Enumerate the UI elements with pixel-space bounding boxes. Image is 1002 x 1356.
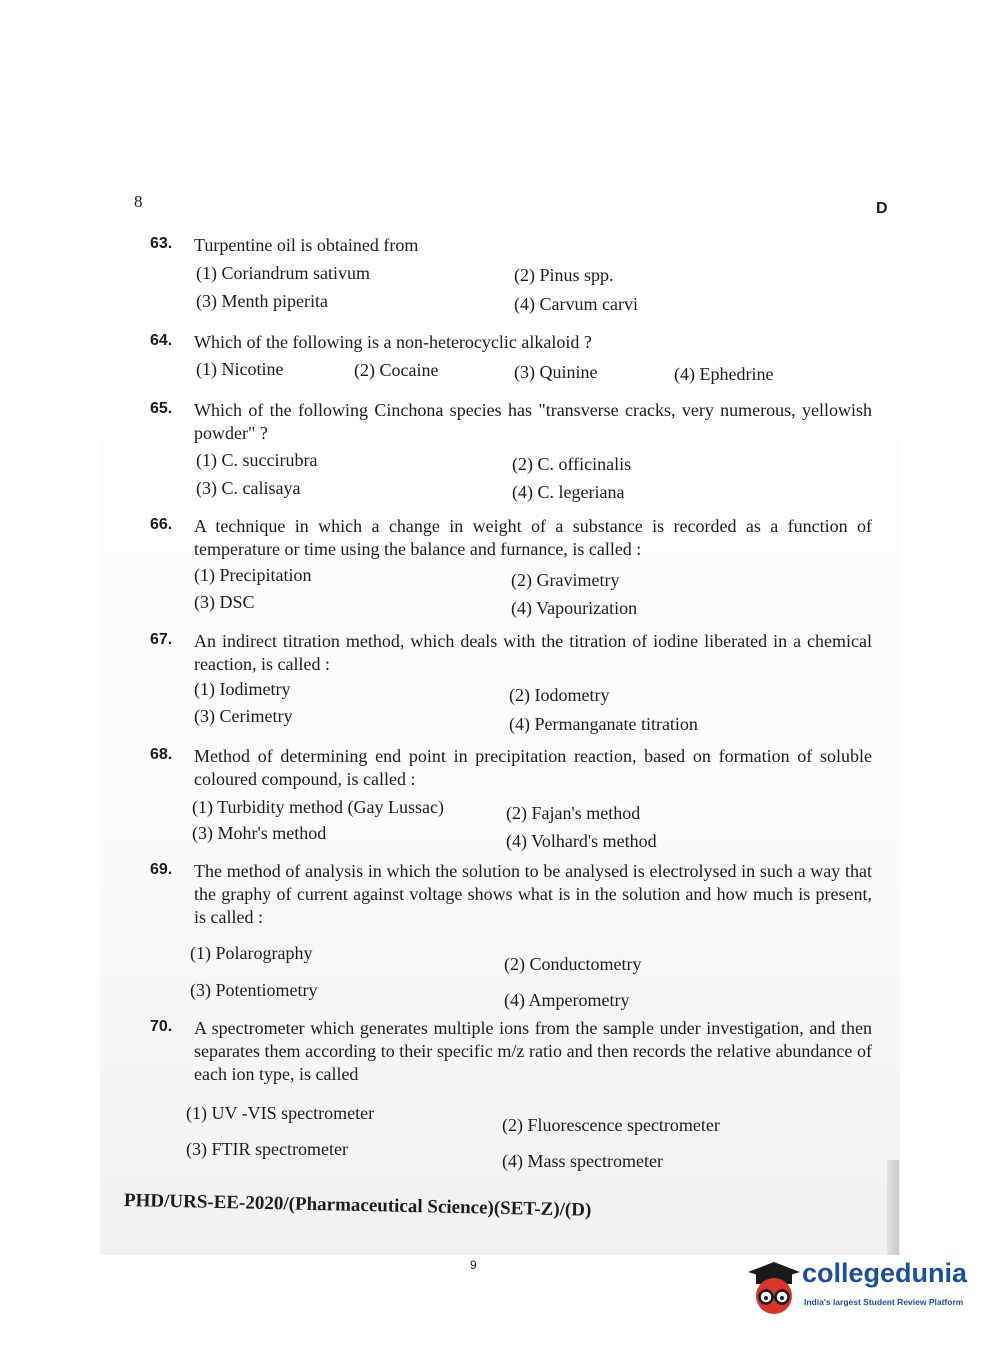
question-66	[150, 515, 872, 618]
question-text: Which of the following Cinchona species has "transverse cracks, very numerous, yellowish powder" ?	[194, 400, 872, 443]
option-3: (3) Quinine	[514, 362, 598, 382]
question-text: An indirect titration method, which deals with the titration of iodine liberated in a chemical reaction, is called :	[194, 631, 872, 674]
option-1: (1) Turbidity method (Gay Lussac)	[192, 797, 444, 817]
question-65	[150, 399, 872, 502]
option-2: (2) Conductometry	[504, 954, 642, 974]
question-number: 65.	[150, 400, 173, 417]
option-3: (3) DSC	[194, 592, 255, 612]
option-4: (4) Mass spectrometer	[502, 1151, 663, 1171]
mascot-icon	[742, 1250, 802, 1320]
question-68	[150, 745, 872, 851]
option-1: (1) Polarography	[190, 943, 313, 963]
collegedunia-logo[interactable]	[742, 1250, 974, 1320]
question-67	[150, 630, 872, 734]
set-letter: D	[876, 200, 888, 217]
question-number: 68.	[150, 746, 173, 763]
option-4: (4) Permanganate titration	[509, 714, 698, 734]
option-4: (4) Amperometry	[504, 990, 630, 1010]
option-1: (1) Iodimetry	[194, 679, 291, 699]
question-number: 69.	[150, 861, 173, 878]
option-1: (1) Coriandrum sativum	[196, 263, 370, 283]
option-3: (3) FTIR spectrometer	[186, 1139, 348, 1159]
option-2: (2) C. officinalis	[512, 454, 632, 474]
question-text: A technique in which a change in weight of a substance is recorded as a function of temperature or time using the balance and furnance, is called :	[194, 516, 872, 559]
option-4: (4) Ephedrine	[674, 364, 774, 384]
question-number: 67.	[150, 631, 173, 648]
option-3: (3) Potentiometry	[190, 980, 318, 1000]
option-3: (3) Mohr's method	[192, 823, 327, 843]
brand-tagline: India's largest Student Review Platform	[804, 1297, 964, 1307]
question-number: 64.	[150, 332, 173, 349]
option-1: (1) UV -VIS spectrometer	[186, 1103, 375, 1123]
option-2: (2) Fajan's method	[506, 803, 641, 823]
option-2: (2) Fluorescence spectrometer	[502, 1115, 720, 1135]
paper-code: PHD/URS-EE-2020/(Pharmaceutical Science)(SET-Z)/(D)	[123, 1190, 592, 1221]
option-2: (2) Gravimetry	[511, 570, 620, 590]
option-1: (1) Precipitation	[194, 565, 312, 585]
option-2: (2) Pinus spp.	[514, 265, 614, 285]
question-70	[150, 1017, 872, 1171]
question-number: 70.	[150, 1018, 173, 1035]
question-text: Method of determining end point in precipitation reaction, based on formation of soluble coloured compound, is called :	[194, 746, 872, 789]
question-number: 63.	[150, 235, 173, 252]
question-69	[150, 860, 872, 1010]
question-text: The method of analysis in which the solution to be analysed is electrolysed in such a way that the graphy of current against voltage shows what is in the solution and how much is present, is called :	[194, 861, 872, 927]
page-number-bottom: 9	[470, 1258, 477, 1272]
question-text: A spectrometer which generates multiple ions from the sample under investigation, and then separates them according to their specific m/z ratio and then records the relative abundance of each ion type, is called	[194, 1018, 872, 1084]
option-3: (3) Cerimetry	[194, 706, 293, 726]
option-4: (4) Vapourization	[511, 598, 638, 618]
option-3: (3) C. calisaya	[196, 478, 301, 498]
option-4: (4) Volhard's method	[506, 831, 657, 851]
option-4: (4) Carvum carvi	[514, 294, 638, 314]
question-text: Which of the following is a non-heterocyclic alkaloid ?	[194, 332, 592, 352]
scan-edge-shadow	[887, 1160, 899, 1255]
option-3: (3) Menth piperita	[196, 291, 328, 311]
option-1: (1) Nicotine	[196, 359, 284, 379]
option-2: (2) Iodometry	[509, 685, 610, 705]
option-1: (1) C. succirubra	[196, 450, 318, 470]
option-2: (2) Cocaine	[354, 360, 439, 380]
question-number: 66.	[150, 516, 173, 533]
option-4: (4) C. legeriana	[512, 482, 625, 502]
brand-name: collegedunia	[802, 1258, 968, 1288]
page-number-top: 8	[134, 192, 143, 211]
question-text: Turpentine oil is obtained from	[194, 235, 419, 255]
question-64	[150, 331, 872, 384]
question-63	[150, 234, 872, 314]
